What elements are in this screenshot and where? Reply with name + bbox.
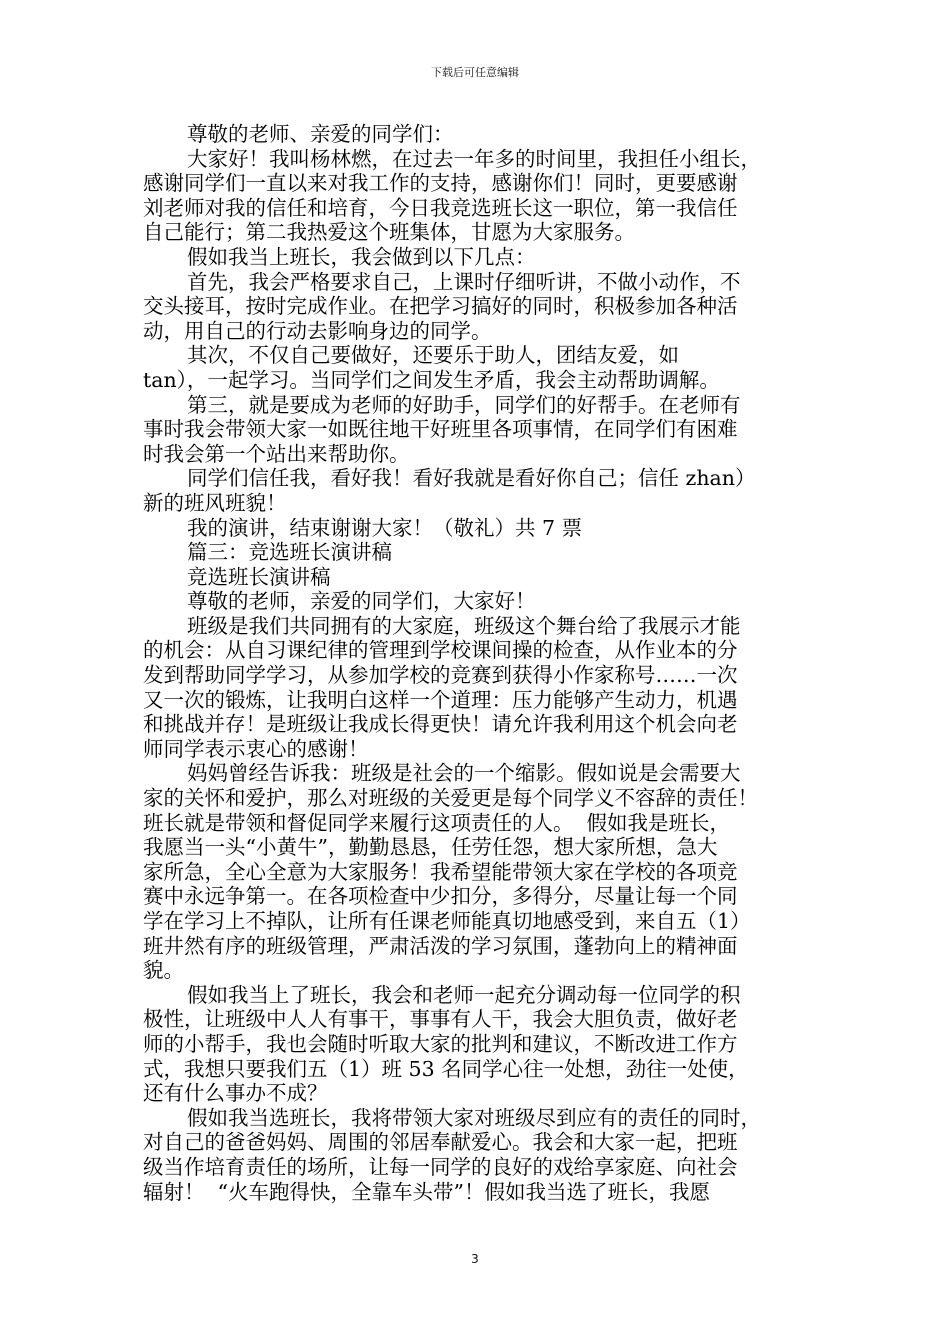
text-line: 极性，让班级中人人有事干，事事有人干，我会大胆负责，做好老	[143, 1007, 738, 1032]
text-line: 师的小帮手，我也会随时听取大家的批判和建议，不断改进工作方	[143, 1031, 738, 1056]
text-line: 尊敬的老师、亲爱的同学们：	[187, 122, 454, 146]
text-line: 又一次的锻炼，让我明白这样一个道理：压力能够产生动力，机遇	[143, 687, 738, 712]
text-line: 第三，就是要成为老师的好助手，同学们的好帮手。在老师有	[187, 392, 741, 417]
text-line: 自己能行；第二我热爱这个班集体，甘愿为大家服务。	[143, 220, 635, 245]
text-line: 其次，不仅自己要做好，还要乐于助人，团结友爱，如	[187, 343, 679, 368]
text-line: 和挑战并存！是班级让我成长得更快！请允许我利用这个机会向老	[143, 712, 738, 737]
text-line: 家的关怀和爱护，那么对班级的关爱更是每个同学义不容辞的责任！	[143, 786, 758, 811]
text-line: 时我会第一个站出来帮助你。	[143, 441, 410, 466]
text-line: 还有什么事办不成？	[143, 1081, 328, 1106]
text-line: 家所急，全心全意为大家服务！我希望能带领大家在学校的各项竞	[143, 859, 738, 884]
text-line: 感谢同学们一直以来对我工作的支持，感谢你们！同时，更要感谢	[143, 171, 738, 196]
text-line: 式，我想只要我们五（1）班 53 名同学心往一处想，劲往一处使，	[143, 1056, 749, 1081]
text-line: 学在学习上不掉队，让所有任课老师能真切地感受到，来自五（1）	[143, 909, 751, 933]
text-line: 赛中永远争第一。在各项检查中少扣分，多得分，尽量让每一个同	[143, 884, 738, 909]
text-line: 事时我会带领大家一如既往地干好班里各项事情，在同学们有困难	[143, 417, 738, 442]
text-line: 对自己的爸爸妈妈、周围的邻居奉献爱心。我会和大家一起，把班	[143, 1130, 738, 1155]
text-line: 竞选班长演讲稿	[187, 564, 331, 589]
text-line: 同学们信任我，看好我！看好我就是看好你自己；信任 zhan）	[187, 466, 756, 491]
text-line: 动，用自己的行动去影响身边的同学。	[143, 318, 492, 343]
text-line: 级当作培育责任的场所，让每一同学的良好的戏给享家庭、向社会	[143, 1154, 738, 1179]
text-line: 新的班风班貌！	[143, 490, 287, 515]
page-number: 3	[471, 1252, 479, 1266]
text-line: 尊敬的老师，亲爱的同学们，大家好！	[187, 589, 536, 614]
text-line: 我愿当一头“小黄牛”，勤勤恳恳，任劳任怨，想大家所想，急大	[143, 835, 718, 860]
text-line: tan），一起学习。当同学们之间发生矛盾，我会主动帮助调解。	[143, 367, 720, 392]
text-line: 发到帮助同学学习，从参加学校的竞赛到获得小作家称号……一次	[143, 663, 738, 688]
text-line: 交头接耳，按时完成作业。在把学习搞好的同时，积极参加各种活	[143, 294, 738, 319]
text-line: 辐射！ “火车跑得快，全靠车头带”！假如我当选了班长，我愿	[143, 1179, 710, 1204]
text-line: 假如我当选班长，我将带领大家对班级尽到应有的责任的同时，	[187, 1105, 761, 1130]
text-line: 篇三：竞选班长演讲稿	[187, 540, 392, 565]
text-line: 貌。	[143, 958, 184, 983]
text-line: 首先，我会严格要求自己，上课时仔细听讲，不做小动作，不	[187, 269, 741, 294]
text-line: 大家好！我叫杨林燃，在过去一年多的时间里，我担任小组长，	[187, 146, 761, 171]
text-line: 我的演讲，结束谢谢大家！（敬礼）共 7 票	[187, 515, 583, 540]
text-line: 班长就是带领和督促同学来履行这项责任的人。 假如我是班长，	[143, 810, 731, 835]
text-line: 妈妈曾经告诉我：班级是社会的一个缩影。假如说是会需要大	[187, 761, 741, 786]
text-line: 师同学表示衷心的感谢！	[143, 736, 369, 761]
document-body	[143, 122, 803, 1204]
text-line: 假如我当上班长，我会做到以下几点：	[187, 244, 536, 269]
text-line: 班井然有序的班级管理，严肃活泼的学习氛围，蓬勃向上的精神面	[143, 933, 738, 958]
text-line: 的机会：从自习课纪律的管理到学校课间操的检查，从作业本的分	[143, 638, 738, 663]
text-line: 刘老师对我的信任和培育，今日我竞选班长这一职位，第一我信任	[143, 195, 738, 220]
text-line: 假如我当上了班长，我会和老师一起充分调动每一位同学的积	[187, 982, 741, 1007]
text-line: 班级是我们共同拥有的大家庭，班级这个舞台给了我展示才能	[187, 613, 741, 638]
page-header: 下载后可任意编辑	[431, 66, 519, 79]
